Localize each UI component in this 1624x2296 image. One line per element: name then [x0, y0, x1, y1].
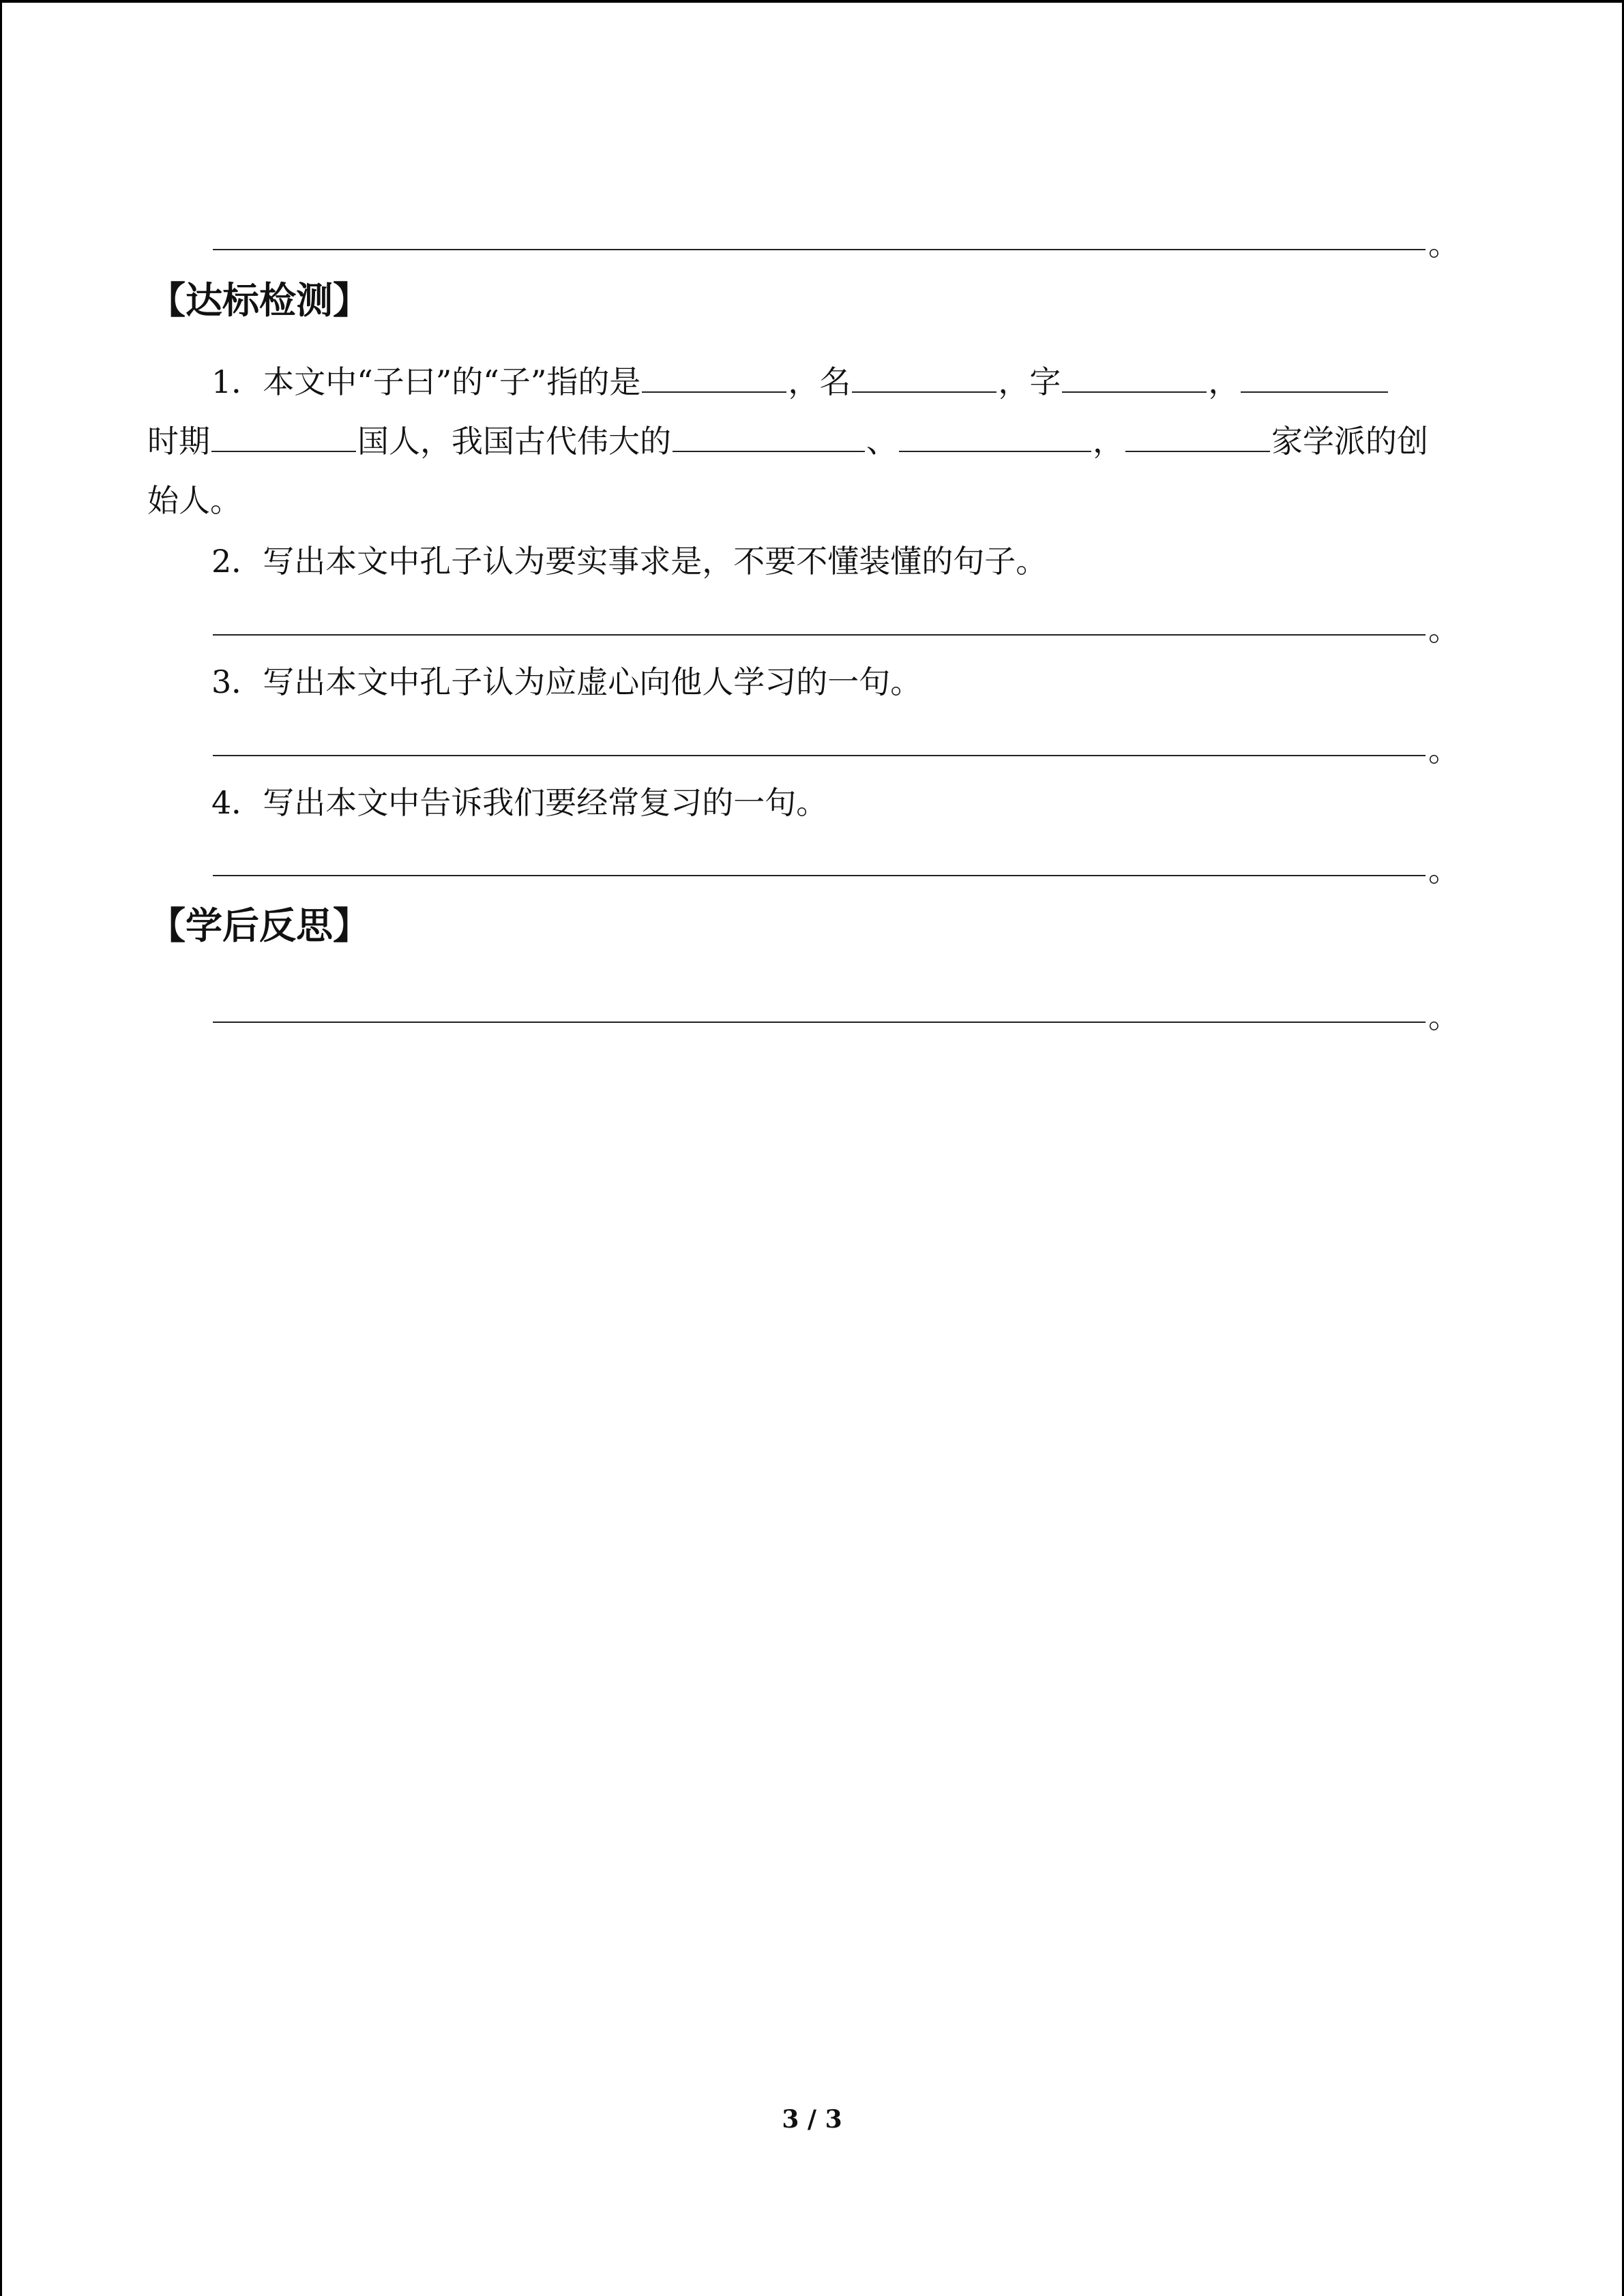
question-1-text: 国人，我国古代伟大的: [357, 423, 671, 460]
question-2: 2．写出本文中孔子认为要实事求是，不要不懂装懂的句子。: [211, 543, 1048, 580]
page-number: 3 / 3: [782, 2105, 842, 2134]
question-1-line-2: [147, 421, 1428, 462]
blank-name[interactable]: [852, 361, 996, 393]
question-1-text: ，字: [998, 363, 1061, 400]
answer-line-period: 。: [1428, 226, 1460, 263]
question-4: 4．写出本文中告诉我们要经常复习的一句。: [211, 784, 828, 821]
answer-line-rule: [213, 249, 1426, 250]
answer-line-rule: [213, 1022, 1426, 1023]
question-1-text: 始人。: [147, 482, 241, 519]
question-1-text: 家学派的创: [1271, 423, 1428, 460]
blank-zi-refers[interactable]: [642, 361, 786, 393]
question-1-text: 时期: [147, 423, 210, 460]
answer-line-rule: [213, 755, 1426, 756]
section-heading-check: 【达标检测】: [149, 278, 370, 322]
question-1-line-3: [147, 480, 241, 521]
answer-line-period: 。: [1428, 852, 1460, 889]
answer-line-period: 。: [1428, 732, 1460, 769]
answer-line-reflection[interactable]: [213, 987, 1460, 1035]
question-1-text: 、: [866, 423, 898, 460]
question-1-text: ，: [1093, 423, 1124, 460]
blank-state[interactable]: [211, 421, 356, 452]
answer-line-q4[interactable]: [213, 841, 1460, 889]
blank-era[interactable]: [1241, 361, 1388, 393]
section-heading-reflection: 【学后反思】: [149, 904, 370, 947]
answer-line-period: 。: [1428, 611, 1460, 648]
answer-line-top[interactable]: [213, 215, 1460, 263]
blank-school[interactable]: [1125, 421, 1270, 452]
blank-title-2[interactable]: [899, 421, 1091, 452]
blank-title-1[interactable]: [673, 421, 865, 452]
answer-line-q3[interactable]: [213, 721, 1460, 769]
question-1-line-1: [211, 361, 1389, 402]
question-1-text: ，名: [788, 363, 851, 400]
question-1-text: ，: [1208, 363, 1240, 400]
blank-courtesy-name[interactable]: [1062, 361, 1207, 393]
answer-line-rule: [213, 875, 1426, 876]
question-1-text: 1．本文中“子曰”的“子”指的是: [211, 363, 641, 400]
answer-line-q2[interactable]: [213, 600, 1460, 648]
answer-line-period: 。: [1428, 998, 1460, 1035]
question-3: 3．写出本文中孔子认为应虚心向他人学习的一句。: [211, 664, 922, 700]
answer-line-rule: [213, 634, 1426, 636]
